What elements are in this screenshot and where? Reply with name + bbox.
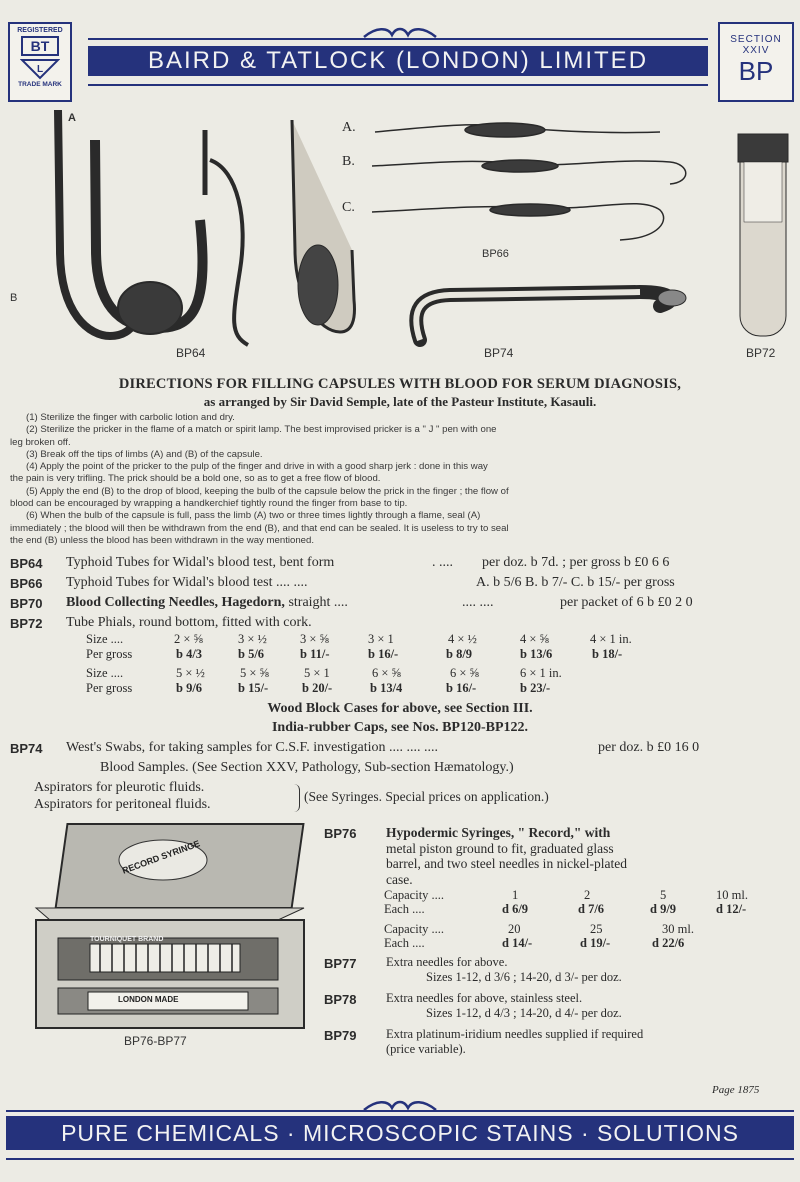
- phials-size-cell: 2 × ⅝: [174, 632, 203, 646]
- step-6: (6) When the bulb of the capsule is full, pass the limb (A) two or three times lightly through a flame, seal (A): [26, 510, 481, 522]
- header-bottom-rule: [88, 84, 708, 86]
- bp76-desc-line: case.: [386, 871, 413, 887]
- capacity-cell: 30 ml.: [662, 922, 694, 936]
- phials-price-cell: b 11/-: [300, 647, 330, 661]
- bp72-label: BP72: [746, 346, 776, 360]
- bp72-desc: Tube Phials, round bottom, fitted with cork.: [66, 615, 312, 630]
- phials-size-cell: 3 × ⅝: [300, 632, 329, 646]
- bp76-77-label: BP76-BP77: [124, 1034, 187, 1048]
- bp74-swab-illustration: [292, 120, 354, 332]
- bp74-price: per doz. b £0 16 0: [598, 740, 700, 755]
- bp64-tube-illustration: [58, 110, 248, 345]
- phials-size-cell: 5 × ½: [176, 666, 205, 680]
- phials-size-cell: 4 × ½: [448, 632, 477, 646]
- bp77-line2: Sizes 1-12, d 3/6 ; 14-20, d 3/- per doz.: [426, 970, 622, 984]
- bp76-desc: [386, 825, 786, 887]
- bp70-desc-rest: straight ....: [284, 595, 348, 610]
- bp70-desc: [66, 595, 348, 611]
- bp64-desc: Typhoid Tubes for Widal's blood test, bent form: [66, 555, 335, 570]
- phials-price-cell: b 4/3: [176, 647, 203, 661]
- bp79-line2: (price variable).: [386, 1042, 466, 1056]
- bp66-desc: Typhoid Tubes for Widal's blood test .... ....: [66, 575, 308, 590]
- trade-mark-text: TRADE MARK: [18, 81, 62, 88]
- capacity-cell: 25: [590, 922, 603, 936]
- step-4-cont: the pain is very trifling. The prick should be a bold one, so as to get a free flow of blood.: [10, 473, 381, 485]
- phials-size-cell: 4 × 1 in.: [590, 632, 632, 646]
- footer-ornament-icon: [362, 1098, 438, 1114]
- bp76-code: BP76: [324, 826, 357, 841]
- bp66-code: BP66: [10, 576, 43, 591]
- company-banner: BAIRD & TATLOCK (LONDON) LIMITED: [88, 46, 708, 76]
- aspirators-pleurotic: Aspirators for pleurotic fluids.: [34, 780, 205, 795]
- phials-price-cell: b 5/6: [238, 647, 265, 661]
- bp77-line1: Extra needles for above.: [386, 955, 508, 969]
- aspirators-note: (See Syringes. Special prices on application.): [304, 789, 549, 804]
- bp70-price: per packet of 6 b £0 2 0: [560, 595, 693, 610]
- directions-title: DIRECTIONS FOR FILLING CAPSULES WITH BLOOD FOR SERUM DIAGNOSIS,: [118, 376, 682, 392]
- section-code: BP: [738, 56, 774, 86]
- capacity-cell: 1: [512, 888, 519, 902]
- case-made-label: LONDON MADE: [118, 995, 179, 1004]
- each-price-cell: d 19/-: [580, 936, 611, 950]
- step-2-cont: leg broken off.: [10, 436, 71, 448]
- phials-price-cell: b 13/6: [520, 647, 553, 661]
- phials-price-cell: b 20/-: [302, 681, 333, 695]
- section-label: SECTION: [730, 34, 782, 45]
- each-price-cell: d 14/-: [502, 936, 533, 950]
- case-lid-text: RECORD SYRINGE: [120, 838, 202, 876]
- phials-price-cell: b 15/-: [238, 681, 269, 695]
- page-number: Page 1875: [712, 1084, 760, 1096]
- capacity-label: Capacity ....: [384, 888, 445, 902]
- each-price-cell: d 22/6: [652, 936, 685, 950]
- directions-steps: [10, 412, 790, 547]
- step-3: (3) Break off the tips of limbs (A) and (B) of the capsule.: [26, 448, 263, 460]
- phials-size-cell: 5 × 1: [304, 666, 330, 680]
- capacity-label: Capacity ....: [384, 922, 445, 936]
- phials-size-cell: 5 × ⅝: [240, 666, 269, 680]
- trademark-triangle-icon: [20, 58, 60, 80]
- trademark-logo: [8, 22, 72, 102]
- bp79-code: BP79: [324, 1028, 357, 1043]
- each-price-cell: d 9/9: [650, 902, 677, 916]
- label-small-b: B: [10, 292, 18, 304]
- bp76-desc-line: barrel, and two steel needles in nickel-plated: [386, 856, 628, 871]
- case-brand-label: TOURNIQUET BRAND: [90, 936, 164, 943]
- bp78-code: BP78: [324, 992, 357, 1007]
- aspirators-peritoneal: Aspirators for peritoneal fluids.: [34, 797, 211, 812]
- registered-text: REGISTERED: [17, 27, 63, 34]
- step-6-cont: immediately ; the blood will then be withdrawn from the end (B), and that end can be sealed. It is useless to try to seal: [10, 522, 509, 534]
- phials-row3-label: Size ....: [86, 666, 124, 680]
- directions-subtitle: as arranged by Sir David Semple, late of the Pasteur Institute, Kasauli.: [203, 394, 597, 409]
- trademark-sub: L: [36, 64, 44, 75]
- phials-size-cell: 6 × 1 in.: [520, 666, 562, 680]
- label-c: C.: [342, 200, 355, 215]
- phials-table: [0, 632, 800, 702]
- phials-size-cell: 6 × ⅝: [372, 666, 401, 680]
- bp70-dots: .... ....: [462, 595, 494, 610]
- bp66-tube-illustration: [416, 290, 686, 340]
- bp74-code: BP74: [10, 741, 43, 756]
- label-small-a: A: [68, 112, 76, 124]
- bp74-label: BP74: [484, 346, 514, 360]
- step-5: (5) Apply the end (B) to the drop of blood, keeping the bulb of the capsule below the prick in the finger ; the flow of: [26, 485, 509, 497]
- footer-banner: PURE CHEMICALS · MICROSCOPIC STAINS · SOLUTIONS: [6, 1116, 794, 1150]
- bp79-line1: Extra platinum-iridium needles supplied if required: [386, 1027, 644, 1041]
- bp76-desc-line: Hypodermic Syringes, " Record," with: [386, 825, 611, 840]
- bp77-code: BP77: [324, 956, 357, 971]
- step-1: (1) Sterilize the finger with carbolic lotion and dry.: [26, 412, 235, 423]
- bp70-desc-bold: Blood Collecting Needles, Hagedorn,: [66, 595, 285, 610]
- aspirators-brace: [293, 784, 300, 812]
- bp72-code: BP72: [10, 616, 43, 631]
- phials-price-cell: b 16/-: [446, 681, 477, 695]
- wood-cases-note: Wood Block Cases for above, see Section III.: [267, 701, 533, 716]
- header-ornament-icon: [362, 25, 438, 43]
- each-label: Each ....: [384, 936, 425, 950]
- capacity-cell: 20: [508, 922, 521, 936]
- bp70-code: BP70: [10, 596, 43, 611]
- phials-price-cell: b 16/-: [368, 647, 399, 661]
- phials-price-cell: b 9/6: [176, 681, 203, 695]
- each-price-cell: d 12/-: [716, 902, 747, 916]
- bp72-phial-illustration: [738, 134, 788, 336]
- label-b: B.: [342, 154, 355, 169]
- phials-row1-label: Size ....: [86, 632, 124, 646]
- abc-capsule-illustration: [372, 123, 686, 240]
- each-price-cell: d 7/6: [578, 902, 605, 916]
- capacity-cell: 10 ml.: [716, 888, 748, 902]
- bp64-code: BP64: [10, 556, 43, 571]
- step-4: (4) Apply the point of the pricker to the pulp of the finger and drive in with a good sharp jerk : done in this way: [26, 461, 488, 473]
- phials-price-cell: b 23/-: [520, 681, 551, 695]
- phials-row2-label: Per gross: [86, 647, 133, 661]
- footer-bottom-rule: [6, 1158, 794, 1160]
- phials-price-cell: b 8/9: [446, 647, 473, 661]
- bp66-price: A. b 5/6 B. b 7/- C. b 15/- per gross: [476, 575, 675, 590]
- each-price-cell: d 6/9: [502, 902, 529, 916]
- phials-row4-label: Per gross: [86, 681, 133, 695]
- each-label: Each ....: [384, 902, 425, 916]
- rubber-caps-note: India-rubber Caps, see Nos. BP120-BP122.: [271, 720, 529, 735]
- phials-size-cell: 4 × ⅝: [520, 632, 549, 646]
- blood-samples-note: Blood Samples. (See Section XXV, Pathology, Sub-section Hæmatology.): [100, 760, 514, 775]
- bp64-price: per doz. b 7d. ; per gross b £0 6 6: [482, 555, 670, 570]
- section-badge: [718, 22, 794, 102]
- capacity-cell: 2: [584, 888, 591, 902]
- bp74-desc: West's Swabs, for taking samples for C.S.F. investigation .... .... ....: [66, 740, 439, 755]
- step-2: (2) Sterilize the pricker in the flame of a match or spirit lamp. The best improvised pricker is a " J " pen with one: [26, 424, 497, 436]
- capsule-illustrations: [0, 100, 800, 372]
- syringe-table: [0, 888, 800, 958]
- trademark-letters: BT: [21, 36, 59, 56]
- phials-price-cell: b 18/-: [592, 647, 623, 661]
- bp66-label: BP66: [482, 248, 509, 260]
- phials-size-cell: 3 × 1: [368, 632, 394, 646]
- step-5-cont: blood can be encouraged by wrapping a handkerchief tightly round the finger from base to tip.: [10, 498, 408, 510]
- step-6-cont2: the end (B) unless the blood has been withdrawn in the way mentioned.: [10, 534, 314, 546]
- bp78-line2: Sizes 1-12, d 4/3 ; 14-20, d 4/- per doz.: [426, 1006, 622, 1020]
- section-number: XXIV: [742, 45, 770, 56]
- capacity-cell: 5: [660, 888, 667, 902]
- bp64-dots: . ....: [432, 555, 453, 570]
- phials-price-cell: b 13/4: [370, 681, 403, 695]
- bp78-line1: Extra needles for above, stainless steel.: [386, 991, 583, 1005]
- bp64-label: BP64: [176, 346, 206, 360]
- bp76-desc-line: metal piston ground to fit, graduated glass: [386, 840, 614, 856]
- label-a: A.: [342, 120, 356, 135]
- phials-size-cell: 6 × ⅝: [450, 666, 479, 680]
- phials-size-cell: 3 × ½: [238, 632, 267, 646]
